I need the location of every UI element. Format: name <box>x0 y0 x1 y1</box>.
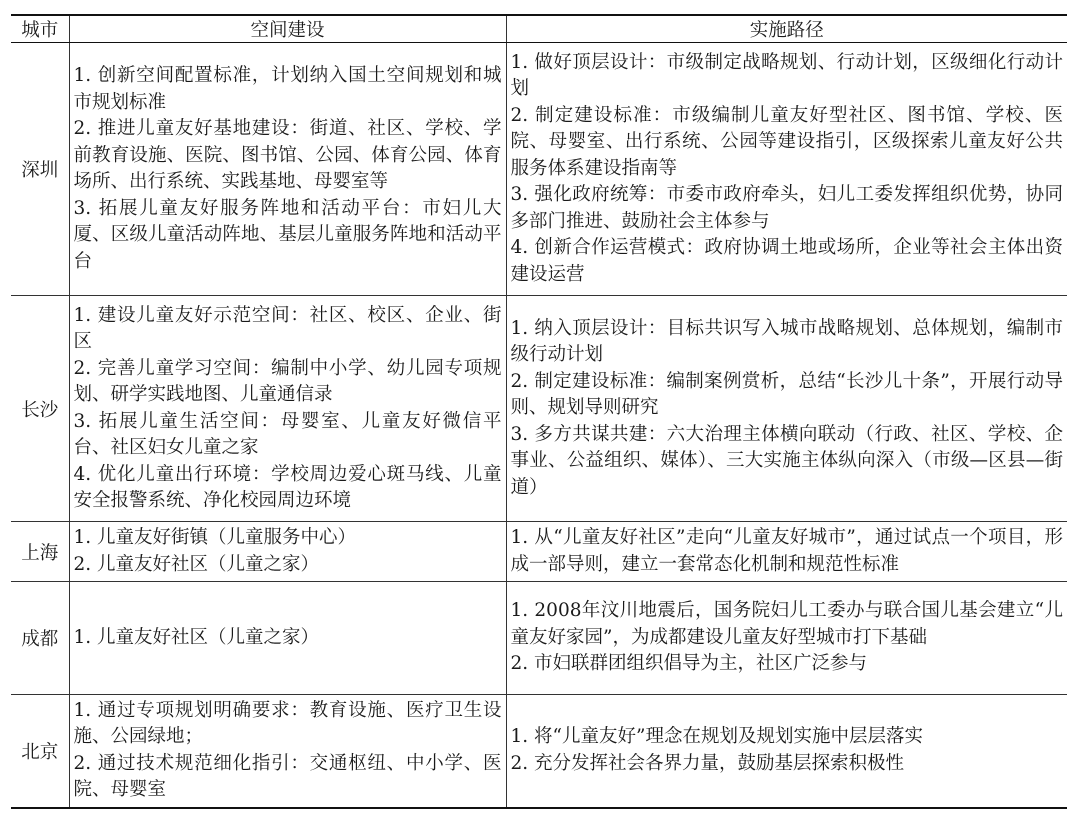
list-item: 3. 拓展儿童友好服务阵地和活动平台：市妇儿大厦、区级儿童活动阵地、基层儿童服务阵地和活动平台 <box>73 197 502 272</box>
list-item: 1. 纳入顶层设计：目标共识写入城市战略规划、总体规划，编制市级行动计划 <box>510 317 1063 366</box>
list-item: 1. 儿童友好社区（儿童之家） <box>73 626 320 648</box>
list-item: 4. 创新合作运营模式：政府协调土地或场所，企业等社会主体出资建设运营 <box>510 237 1063 285</box>
city-cell: 上海 <box>11 522 69 582</box>
list-item: 2. 推进儿童友好基地建设：街道、社区、学校、学前教育设施、医院、图书馆、公园、体育公园、体育场所、出行系统、实践基地、母婴室等 <box>73 118 502 192</box>
space-cell <box>69 582 506 695</box>
list-item: 1. 创新空间配置标准，计划纳入国土空间规划和城市规划标准 <box>73 65 502 113</box>
path-cell <box>506 582 1067 695</box>
list-item: 1. 将“儿童友好”理念在规划及规划实施中层层落实 <box>510 726 923 748</box>
header-implementation-path: 实施路径 <box>506 15 1067 43</box>
list-item: 2. 制定建设标准：市级编制儿童友好型社区、图书馆、学校、医院、母婴室、出行系统、公园等建设指引，区级探索儿童友好公共服务体系建设指南等 <box>510 104 1063 179</box>
list-item: 3. 多方共谋共建：六大治理主体横向联动（行政、社区、学校、企事业、公益组织、媒体）、三大实施主体纵向深入（市级—区县—街道） <box>510 423 1063 498</box>
table-row-chengdu <box>11 582 1067 695</box>
table-row-beijing <box>11 695 1067 808</box>
city-cell: 北京 <box>11 695 69 808</box>
path-cell <box>506 296 1067 522</box>
city-cell: 深圳 <box>11 43 69 296</box>
city-cell: 长沙 <box>11 296 69 522</box>
table-row-changsha <box>11 296 1067 522</box>
space-cell <box>69 522 506 582</box>
comparison-table <box>11 14 1067 809</box>
list-item: 4. 优化儿童出行环境：学校周边爱心斑马线、儿童安全报警系统、净化校园周边环境 <box>73 463 502 511</box>
path-cell <box>506 695 1067 808</box>
list-item: 2. 通过技术规范细化指引：交通枢纽、中小学、医院、母婴室 <box>73 752 502 801</box>
table-row-shenzhen <box>11 43 1067 296</box>
city-cell: 成都 <box>11 582 69 695</box>
table-row-shanghai <box>11 522 1067 582</box>
list-item: 3. 拓展儿童生活空间：母婴室、儿童友好微信平台、社区妇女儿童之家 <box>73 410 502 458</box>
path-cell <box>506 522 1067 582</box>
list-item: 1. 做好顶层设计：市级制定战略规划、行动计划，区级细化行动计划 <box>510 51 1063 100</box>
list-item: 1. 建设儿童友好示范空间：社区、校区、企业、街区 <box>73 304 502 352</box>
list-item: 1. 从“儿童友好社区”走向“儿童友好城市”，通过试点一个项目，形成一部导则，建立一套常态化机制和规范性标准 <box>510 527 1063 575</box>
list-item: 2. 市妇联群团组织倡导为主，社区广泛参与 <box>510 653 868 675</box>
header-city: 城市 <box>11 15 69 43</box>
list-item: 2. 制定建设标准：编制案例赏析，总结“长沙儿十条”，开展行动导则、规划导则研究 <box>510 370 1063 419</box>
space-cell <box>69 43 506 296</box>
header-space-construction: 空间建设 <box>69 15 506 43</box>
list-item: 2. 完善儿童学习空间：编制中小学、幼儿园专项规划、研学实践地图、儿童通信录 <box>73 357 502 405</box>
path-cell <box>506 43 1067 296</box>
list-item: 2. 儿童友好社区（儿童之家） <box>73 553 320 575</box>
list-item: 1. 2008年汶川地震后，国务院妇儿工委办与联合国儿基会建立“儿童友好家园”，为成都建设儿童友好型城市打下基础 <box>510 600 1063 648</box>
list-item: 3. 强化政府统筹：市委市政府牵头，妇儿工委发挥组织优势，协同多部门推进、鼓励社会主体参与 <box>510 184 1063 232</box>
header-row <box>11 15 1067 43</box>
space-cell <box>69 296 506 522</box>
space-cell <box>69 695 506 808</box>
list-item: 2. 充分发挥社会各界力量，鼓励基层探索积极性 <box>510 752 905 774</box>
list-item: 1. 通过专项规划明确要求：教育设施、医疗卫生设施、公园绿地； <box>73 699 502 748</box>
list-item: 1. 儿童友好街镇（儿童服务中心） <box>73 527 357 548</box>
